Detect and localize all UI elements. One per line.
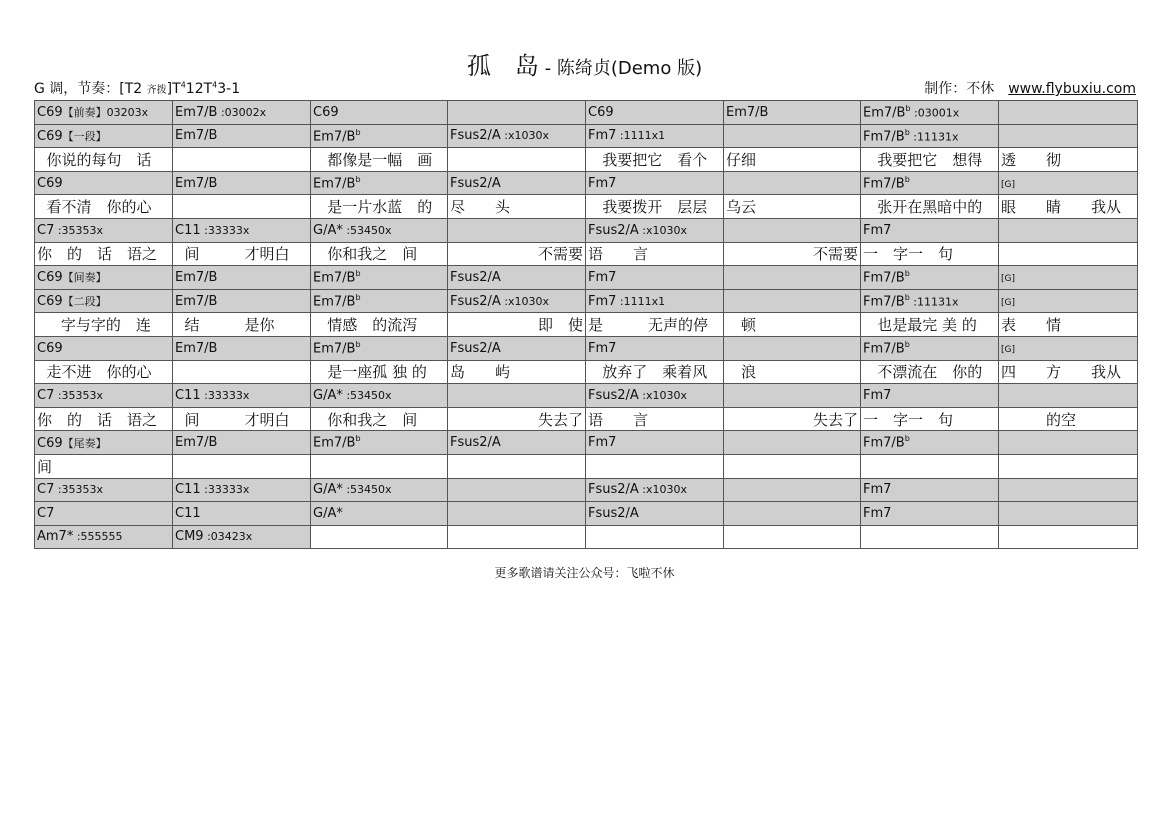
chord-name: Em7/B bbox=[175, 435, 218, 451]
chord-cell bbox=[35, 525, 173, 549]
lyric-cell: 我要把它 看个 bbox=[586, 148, 724, 172]
chord-name: Fsus2/A bbox=[450, 435, 501, 451]
lyric-cell: 表 情 bbox=[999, 313, 1138, 337]
chord-name: Fsus2/A bbox=[450, 175, 501, 191]
chord-cell bbox=[861, 431, 999, 455]
chord-cell bbox=[173, 502, 311, 526]
chord-tag: [G] bbox=[1001, 179, 1015, 190]
chord-flat-sup: b bbox=[904, 127, 910, 137]
chord-cell bbox=[311, 266, 448, 290]
chord-cell bbox=[999, 218, 1138, 242]
chord-name: Em7/B bbox=[313, 294, 356, 310]
chord-cell bbox=[586, 431, 724, 455]
chord-flat-sup: b bbox=[355, 434, 361, 444]
chord-name: Fm7/B bbox=[863, 270, 905, 286]
chord-cell bbox=[861, 525, 999, 549]
chord-cell bbox=[173, 478, 311, 502]
chord-name: Em7/B bbox=[175, 104, 218, 120]
chord-tag: [G] bbox=[1001, 273, 1015, 284]
chord-name: C69 bbox=[37, 175, 63, 191]
chord-cell bbox=[35, 124, 173, 148]
lyric-cell: 你说的每句 话 bbox=[35, 148, 173, 172]
lyric-cell: 是 无声的停 bbox=[586, 313, 724, 337]
chord-flat-sup: b bbox=[355, 340, 361, 350]
chord-cell bbox=[311, 525, 448, 549]
chord-cell bbox=[586, 218, 724, 242]
chord-row bbox=[35, 101, 1138, 125]
chord-cell bbox=[999, 525, 1138, 549]
chord-cell bbox=[35, 502, 173, 526]
chord-fingering: 【一段】 bbox=[62, 129, 107, 143]
chord-name: C11 bbox=[175, 505, 201, 521]
chord-cell bbox=[311, 431, 448, 455]
chord-cell bbox=[861, 218, 999, 242]
chord-name: Fm7/B bbox=[863, 294, 905, 310]
chord-row bbox=[35, 502, 1138, 526]
chord-flat-sup: b bbox=[904, 434, 910, 444]
chord-cell bbox=[586, 336, 724, 360]
chord-name: C69 bbox=[37, 294, 63, 310]
chord-flat-sup: b bbox=[355, 127, 361, 137]
lyric-row bbox=[35, 407, 1138, 431]
chord-name: Fm7 bbox=[588, 435, 617, 451]
chord-name: Fm7/B bbox=[863, 129, 905, 145]
lyric-cell: 是一片水蓝 的 bbox=[311, 195, 448, 219]
chord-fingering: :x1030x bbox=[638, 388, 688, 402]
chord-cell bbox=[861, 101, 999, 125]
chord-name: C69 bbox=[588, 104, 614, 120]
chord-name: G/A* bbox=[313, 222, 343, 238]
chord-name: Fm7/B bbox=[863, 341, 905, 357]
chord-name: C69 bbox=[37, 128, 63, 144]
lyric-cell: 间 bbox=[35, 454, 173, 478]
chord-name: Fsus2/A bbox=[450, 293, 501, 309]
lyric-cell: 都像是一幅 画 bbox=[311, 148, 448, 172]
chord-name: Fm7 bbox=[588, 269, 617, 285]
lyric-cell bbox=[173, 454, 311, 478]
chord-cell bbox=[448, 384, 586, 408]
chord-cell bbox=[724, 124, 861, 148]
chord-cell bbox=[724, 101, 861, 125]
chord-cell bbox=[999, 266, 1138, 290]
chord-flat-sup: b bbox=[904, 340, 910, 350]
chord-flat-sup: b bbox=[355, 292, 361, 302]
chord-cell bbox=[173, 101, 311, 125]
chord-fingering: 【二段】 bbox=[62, 295, 107, 309]
lyric-row bbox=[35, 313, 1138, 337]
chord-cell bbox=[173, 525, 311, 549]
chord-cell bbox=[311, 336, 448, 360]
lyric-cell: 岛 屿 bbox=[448, 360, 586, 384]
chord-cell bbox=[173, 266, 311, 290]
chord-cell bbox=[448, 502, 586, 526]
rhythm-sup-a: 4 bbox=[180, 80, 186, 90]
lyric-cell: 语 言 bbox=[586, 242, 724, 266]
lyric-cell: 四 方 我从 bbox=[999, 360, 1138, 384]
chord-cell bbox=[724, 502, 861, 526]
chord-fingering: 【间奏】 bbox=[62, 271, 107, 285]
chord-name: G/A* bbox=[313, 505, 343, 521]
chord-cell bbox=[861, 124, 999, 148]
chord-cell bbox=[999, 502, 1138, 526]
chord-fingering: :03001x bbox=[910, 106, 960, 120]
chord-cell bbox=[448, 266, 586, 290]
lyric-cell: 间 才明白 bbox=[173, 407, 311, 431]
lyric-cell: 你 的 话 语之 bbox=[35, 407, 173, 431]
credits bbox=[924, 78, 1136, 98]
chord-cell bbox=[173, 124, 311, 148]
chord-cell bbox=[724, 336, 861, 360]
chord-row bbox=[35, 336, 1138, 360]
chord-name: Em7/B bbox=[175, 269, 218, 285]
lyric-cell: 即 使 bbox=[448, 313, 586, 337]
chord-cell bbox=[35, 431, 173, 455]
chord-cell bbox=[999, 336, 1138, 360]
lyric-cell: 仔细 bbox=[724, 148, 861, 172]
chord-name: Em7/B bbox=[175, 293, 218, 309]
chord-cell bbox=[861, 502, 999, 526]
lyric-row bbox=[35, 148, 1138, 172]
lyric-cell: 顿 bbox=[724, 313, 861, 337]
rhythm-sup-b: 4 bbox=[212, 80, 218, 90]
lyric-cell: 的空 bbox=[999, 407, 1138, 431]
chord-cell bbox=[35, 384, 173, 408]
chord-row bbox=[35, 289, 1138, 313]
chord-name: Fm7 bbox=[588, 128, 617, 144]
chord-cell bbox=[35, 336, 173, 360]
chord-row bbox=[35, 431, 1138, 455]
chord-cell bbox=[448, 478, 586, 502]
chord-name: C69 bbox=[37, 270, 63, 286]
chord-name: C69 bbox=[37, 340, 63, 356]
lyric-cell bbox=[724, 454, 861, 478]
chord-fingering: :53450x bbox=[342, 223, 392, 237]
lyric-cell: 不需要 bbox=[724, 242, 861, 266]
lyric-cell: 乌云 bbox=[724, 195, 861, 219]
chord-fingering: :x1030x bbox=[638, 483, 688, 497]
chord-name: Em7/B bbox=[726, 104, 769, 120]
chord-fingering: :35353x bbox=[54, 483, 104, 497]
chord-name: CM9 bbox=[175, 529, 204, 545]
chord-cell bbox=[861, 384, 999, 408]
chord-name: Fm7 bbox=[863, 505, 892, 521]
chord-cell bbox=[586, 266, 724, 290]
chord-row bbox=[35, 266, 1138, 290]
chord-cell bbox=[311, 124, 448, 148]
chord-cell bbox=[448, 336, 586, 360]
chord-cell bbox=[999, 289, 1138, 313]
chord-name: Fm7/B bbox=[863, 435, 905, 451]
chord-cell bbox=[724, 171, 861, 195]
chord-cell bbox=[586, 101, 724, 125]
chord-name: Em7/B bbox=[313, 270, 356, 286]
chord-name: Fm7 bbox=[863, 482, 892, 498]
chord-row bbox=[35, 478, 1138, 502]
chord-cell bbox=[35, 289, 173, 313]
chord-cell bbox=[448, 124, 586, 148]
chord-cell bbox=[173, 289, 311, 313]
chord-flat-sup: b bbox=[904, 292, 910, 302]
chord-cell bbox=[173, 431, 311, 455]
lyric-cell bbox=[173, 148, 311, 172]
chord-fingering: :x1030x bbox=[500, 294, 550, 308]
lyric-cell: 一 字一 句 bbox=[861, 242, 999, 266]
chord-cell bbox=[311, 171, 448, 195]
chord-cell bbox=[999, 101, 1138, 125]
chord-fingering: :35353x bbox=[54, 388, 104, 402]
chord-cell bbox=[448, 289, 586, 313]
chord-cell bbox=[311, 384, 448, 408]
chord-cell bbox=[724, 266, 861, 290]
chord-name: C69 bbox=[37, 105, 63, 121]
lyric-cell: 眼 睛 我从 bbox=[999, 195, 1138, 219]
chord-cell bbox=[311, 502, 448, 526]
chord-cell bbox=[586, 525, 724, 549]
chord-cell bbox=[586, 502, 724, 526]
chord-name: Fsus2/A bbox=[588, 505, 639, 521]
title-artist: - 陈绮贞(Demo 版) bbox=[538, 58, 703, 79]
chord-name: Fsus2/A bbox=[450, 340, 501, 356]
chord-cell bbox=[861, 266, 999, 290]
lyric-cell bbox=[586, 454, 724, 478]
chord-fingering: :1111x1 bbox=[616, 129, 666, 143]
lyric-cell: 也是最完 美 的 bbox=[861, 313, 999, 337]
website-link[interactable]: www.flybuxiu.com bbox=[1008, 81, 1136, 97]
lyric-cell: 字与字的 连 bbox=[35, 313, 173, 337]
chord-name: C11 bbox=[175, 387, 201, 403]
chord-cell bbox=[448, 525, 586, 549]
chord-cell bbox=[311, 478, 448, 502]
chord-name: G/A* bbox=[313, 387, 343, 403]
chord-name: Em7/B bbox=[175, 175, 218, 191]
lyric-cell: 你和我之 间 bbox=[311, 242, 448, 266]
chord-cell bbox=[173, 218, 311, 242]
chord-fingering: 【尾奏】 bbox=[62, 436, 107, 450]
chord-cell bbox=[999, 171, 1138, 195]
chord-cell bbox=[35, 171, 173, 195]
chord-cell bbox=[173, 336, 311, 360]
lyric-cell: 尽 头 bbox=[448, 195, 586, 219]
chord-fingering: :03002x bbox=[217, 105, 267, 119]
rhythm-a: ]T bbox=[166, 81, 181, 97]
chord-name: Fm7/B bbox=[863, 176, 905, 192]
chord-cell bbox=[724, 384, 861, 408]
chord-cell bbox=[448, 218, 586, 242]
rhythm-b: 12T bbox=[185, 81, 213, 97]
chord-row bbox=[35, 384, 1138, 408]
lyric-cell: 不需要 bbox=[448, 242, 586, 266]
chord-name: C7 bbox=[37, 482, 55, 498]
chord-name: Em7/B bbox=[863, 105, 906, 121]
lyric-row bbox=[35, 360, 1138, 384]
chord-fingering: :53450x bbox=[342, 483, 392, 497]
lyric-cell: 放弃了 乘着风 bbox=[586, 360, 724, 384]
lyric-cell bbox=[999, 242, 1138, 266]
chord-name: Em7/B bbox=[313, 176, 356, 192]
lyric-cell: 是一座孤 独 的 bbox=[311, 360, 448, 384]
chord-flat-sup: b bbox=[904, 174, 910, 184]
chord-row bbox=[35, 171, 1138, 195]
lyric-cell: 浪 bbox=[724, 360, 861, 384]
lyric-cell: 情感 的流泻 bbox=[311, 313, 448, 337]
chord-fingering: :11131x bbox=[909, 295, 959, 309]
lyric-cell bbox=[448, 454, 586, 478]
chord-tag: [G] bbox=[1001, 297, 1015, 308]
chord-cell bbox=[173, 384, 311, 408]
chord-cell bbox=[586, 171, 724, 195]
chord-cell bbox=[35, 478, 173, 502]
chord-fingering: 【前奏】03203x bbox=[62, 106, 149, 120]
chord-cell bbox=[448, 101, 586, 125]
lyric-cell bbox=[173, 360, 311, 384]
key-text: G 调，节奏：[T2 bbox=[34, 81, 147, 97]
rhythm-c: 3-1 bbox=[217, 81, 241, 97]
lyric-cell: 一 字一 句 bbox=[861, 407, 999, 431]
lyric-cell: 我要拨开 层层 bbox=[586, 195, 724, 219]
chord-name: G/A* bbox=[313, 482, 343, 498]
chord-cell bbox=[586, 384, 724, 408]
lyric-cell: 失去了 bbox=[448, 407, 586, 431]
chord-name: Am7* bbox=[37, 529, 74, 545]
lyric-cell bbox=[448, 148, 586, 172]
chord-cell bbox=[586, 124, 724, 148]
chord-fingering: :33333x bbox=[200, 223, 250, 237]
lyric-row bbox=[35, 454, 1138, 478]
chord-cell bbox=[586, 289, 724, 313]
chord-fingering: :11131x bbox=[909, 130, 959, 144]
author-label: 制作：不休 bbox=[924, 81, 995, 97]
song-title bbox=[0, 46, 1169, 81]
chord-name: C11 bbox=[175, 482, 201, 498]
chord-cell bbox=[311, 101, 448, 125]
title-main: 孤 岛 bbox=[466, 52, 539, 80]
lyric-cell: 语 言 bbox=[586, 407, 724, 431]
chord-cell bbox=[999, 384, 1138, 408]
chord-cell bbox=[173, 171, 311, 195]
chord-row bbox=[35, 124, 1138, 148]
lyric-cell: 透 彻 bbox=[999, 148, 1138, 172]
key-small-text: 齐拨 bbox=[146, 85, 167, 96]
chord-cell bbox=[311, 218, 448, 242]
chord-flat-sup: b bbox=[904, 269, 910, 279]
chord-fingering: :33333x bbox=[200, 483, 250, 497]
lyric-cell bbox=[861, 454, 999, 478]
chord-name: C69 bbox=[37, 435, 63, 451]
chord-name: Fm7 bbox=[588, 293, 617, 309]
chord-fingering: :53450x bbox=[342, 388, 392, 402]
chord-cell bbox=[861, 478, 999, 502]
chord-cell bbox=[861, 289, 999, 313]
lyric-cell: 间 才明白 bbox=[173, 242, 311, 266]
chord-name: Em7/B bbox=[313, 341, 356, 357]
lyric-cell: 你 的 话 语之 bbox=[35, 242, 173, 266]
chord-cell bbox=[999, 124, 1138, 148]
footer-note: 更多歌谱请关注公众号：飞啦不休 bbox=[494, 566, 675, 580]
chord-cell bbox=[861, 336, 999, 360]
chord-cell bbox=[35, 266, 173, 290]
lyric-cell: 你和我之 间 bbox=[311, 407, 448, 431]
chord-tag: [G] bbox=[1001, 344, 1015, 355]
chord-cell bbox=[861, 171, 999, 195]
chord-name: Fm7 bbox=[863, 222, 892, 238]
chord-fingering: :33333x bbox=[200, 388, 250, 402]
chord-name: Fm7 bbox=[588, 175, 617, 191]
chord-fingering: :35353x bbox=[54, 223, 104, 237]
chord-name: Fsus2/A bbox=[588, 387, 639, 403]
chord-name: Em7/B bbox=[313, 129, 356, 145]
chord-cell bbox=[448, 171, 586, 195]
sheet-meta bbox=[34, 78, 1136, 96]
key-and-rhythm bbox=[34, 78, 240, 98]
lyric-cell: 失去了 bbox=[724, 407, 861, 431]
chord-name: Em7/B bbox=[175, 128, 218, 144]
chord-flat-sup: b bbox=[355, 174, 361, 184]
chord-name: Fsus2/A bbox=[450, 128, 501, 144]
chord-fingering: :1111x1 bbox=[616, 294, 666, 308]
chord-fingering: :555555 bbox=[73, 530, 123, 544]
chord-name: Em7/B bbox=[175, 340, 218, 356]
chord-cell bbox=[999, 478, 1138, 502]
chord-fingering: :x1030x bbox=[638, 223, 688, 237]
chord-name: Fsus2/A bbox=[588, 482, 639, 498]
chord-name: Fsus2/A bbox=[450, 269, 501, 285]
lyric-cell: 张开在黑暗中的 bbox=[861, 195, 999, 219]
lyric-cell bbox=[999, 454, 1138, 478]
chord-cell bbox=[724, 289, 861, 313]
chord-name: Em7/B bbox=[313, 435, 356, 451]
chord-cell bbox=[724, 431, 861, 455]
lyric-cell bbox=[173, 195, 311, 219]
chord-cell bbox=[448, 431, 586, 455]
chord-cell bbox=[35, 218, 173, 242]
chord-flat-sup: b bbox=[905, 104, 911, 114]
chord-cell bbox=[724, 525, 861, 549]
lyric-cell: 看不清 你的心 bbox=[35, 195, 173, 219]
chord-cell bbox=[724, 218, 861, 242]
chord-name: C7 bbox=[37, 505, 55, 521]
chord-cell bbox=[724, 478, 861, 502]
chord-cell bbox=[999, 431, 1138, 455]
lyric-row bbox=[35, 242, 1138, 266]
chord-row bbox=[35, 218, 1138, 242]
lyric-row bbox=[35, 195, 1138, 219]
chord-cell bbox=[586, 478, 724, 502]
chord-name: C7 bbox=[37, 387, 55, 403]
lyric-cell bbox=[311, 454, 448, 478]
lyric-cell: 结 是你 bbox=[173, 313, 311, 337]
chord-fingering: :03423x bbox=[203, 530, 253, 544]
chord-name: C69 bbox=[313, 104, 339, 120]
chord-flat-sup: b bbox=[355, 269, 361, 279]
lyric-cell: 不漂流在 你的 bbox=[861, 360, 999, 384]
lyric-cell: 走不进 你的心 bbox=[35, 360, 173, 384]
chord-lyric-grid bbox=[34, 100, 1138, 549]
chord-name: Fsus2/A bbox=[588, 222, 639, 238]
chord-cell bbox=[35, 101, 173, 125]
chord-name: C7 bbox=[37, 222, 55, 238]
chord-name: C11 bbox=[175, 222, 201, 238]
chord-fingering: :x1030x bbox=[500, 129, 550, 143]
chord-row bbox=[35, 525, 1138, 549]
chord-name: Fm7 bbox=[863, 387, 892, 403]
chord-name: Fm7 bbox=[588, 340, 617, 356]
chord-cell bbox=[311, 289, 448, 313]
lyric-cell: 我要把它 想得 bbox=[861, 148, 999, 172]
